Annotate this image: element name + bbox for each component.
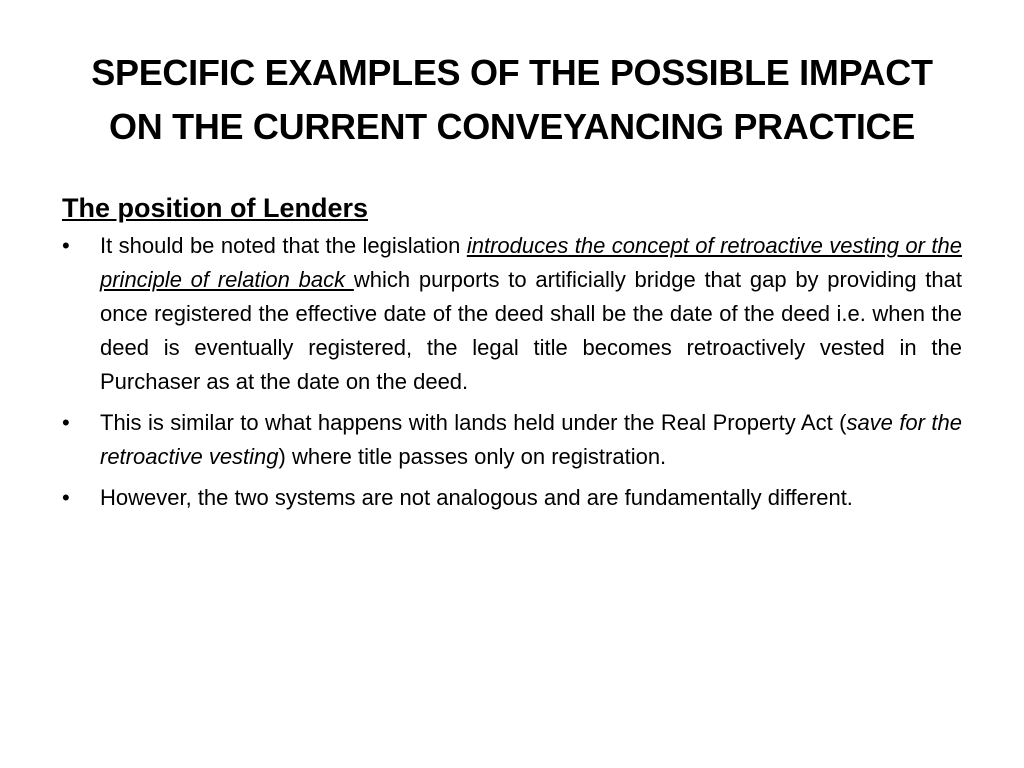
bullet-icon: • [62,410,70,435]
bullet-1-text-start: It should be noted that the legislation [100,233,467,258]
bullet-2-emphasis: save for the retroactive vesting [100,410,962,469]
bullet-list [62,229,962,515]
bullet-item-3 [62,481,962,515]
slide-title: SPECIFIC EXAMPLES OF THE POSSIBLE IMPACT ON THE CURRENT CONVEYANCING PRACTICE [91,52,933,147]
bullet-1-emphasis: introduces the concept of retroactive vesting or the principle of relation back [100,233,962,292]
bullet-item-1 [62,229,962,399]
section-heading: The position of Lenders [62,193,369,223]
slide-body [62,189,962,522]
bullet-icon: • [62,233,70,258]
bullet-icon: • [62,485,70,510]
bullet-2-text-end: ) where title passes only on registration. [278,444,667,469]
bullet-item-2 [62,406,962,474]
bullet-3-text: However, the two systems are not analogous and are fundamentally different. [100,485,853,510]
bullet-1-text-end: which purports to artificially bridge that gap by providing that once registered the effective date of the deed shall be the date of the deed i.e. when the deed is eventually registered, the legal title becomes retroactively vested in the Purchaser as at the date on the deed. [100,267,962,394]
bullet-2-text-start: This is similar to what happens with lands held under the Real Property Act ( [100,410,847,435]
